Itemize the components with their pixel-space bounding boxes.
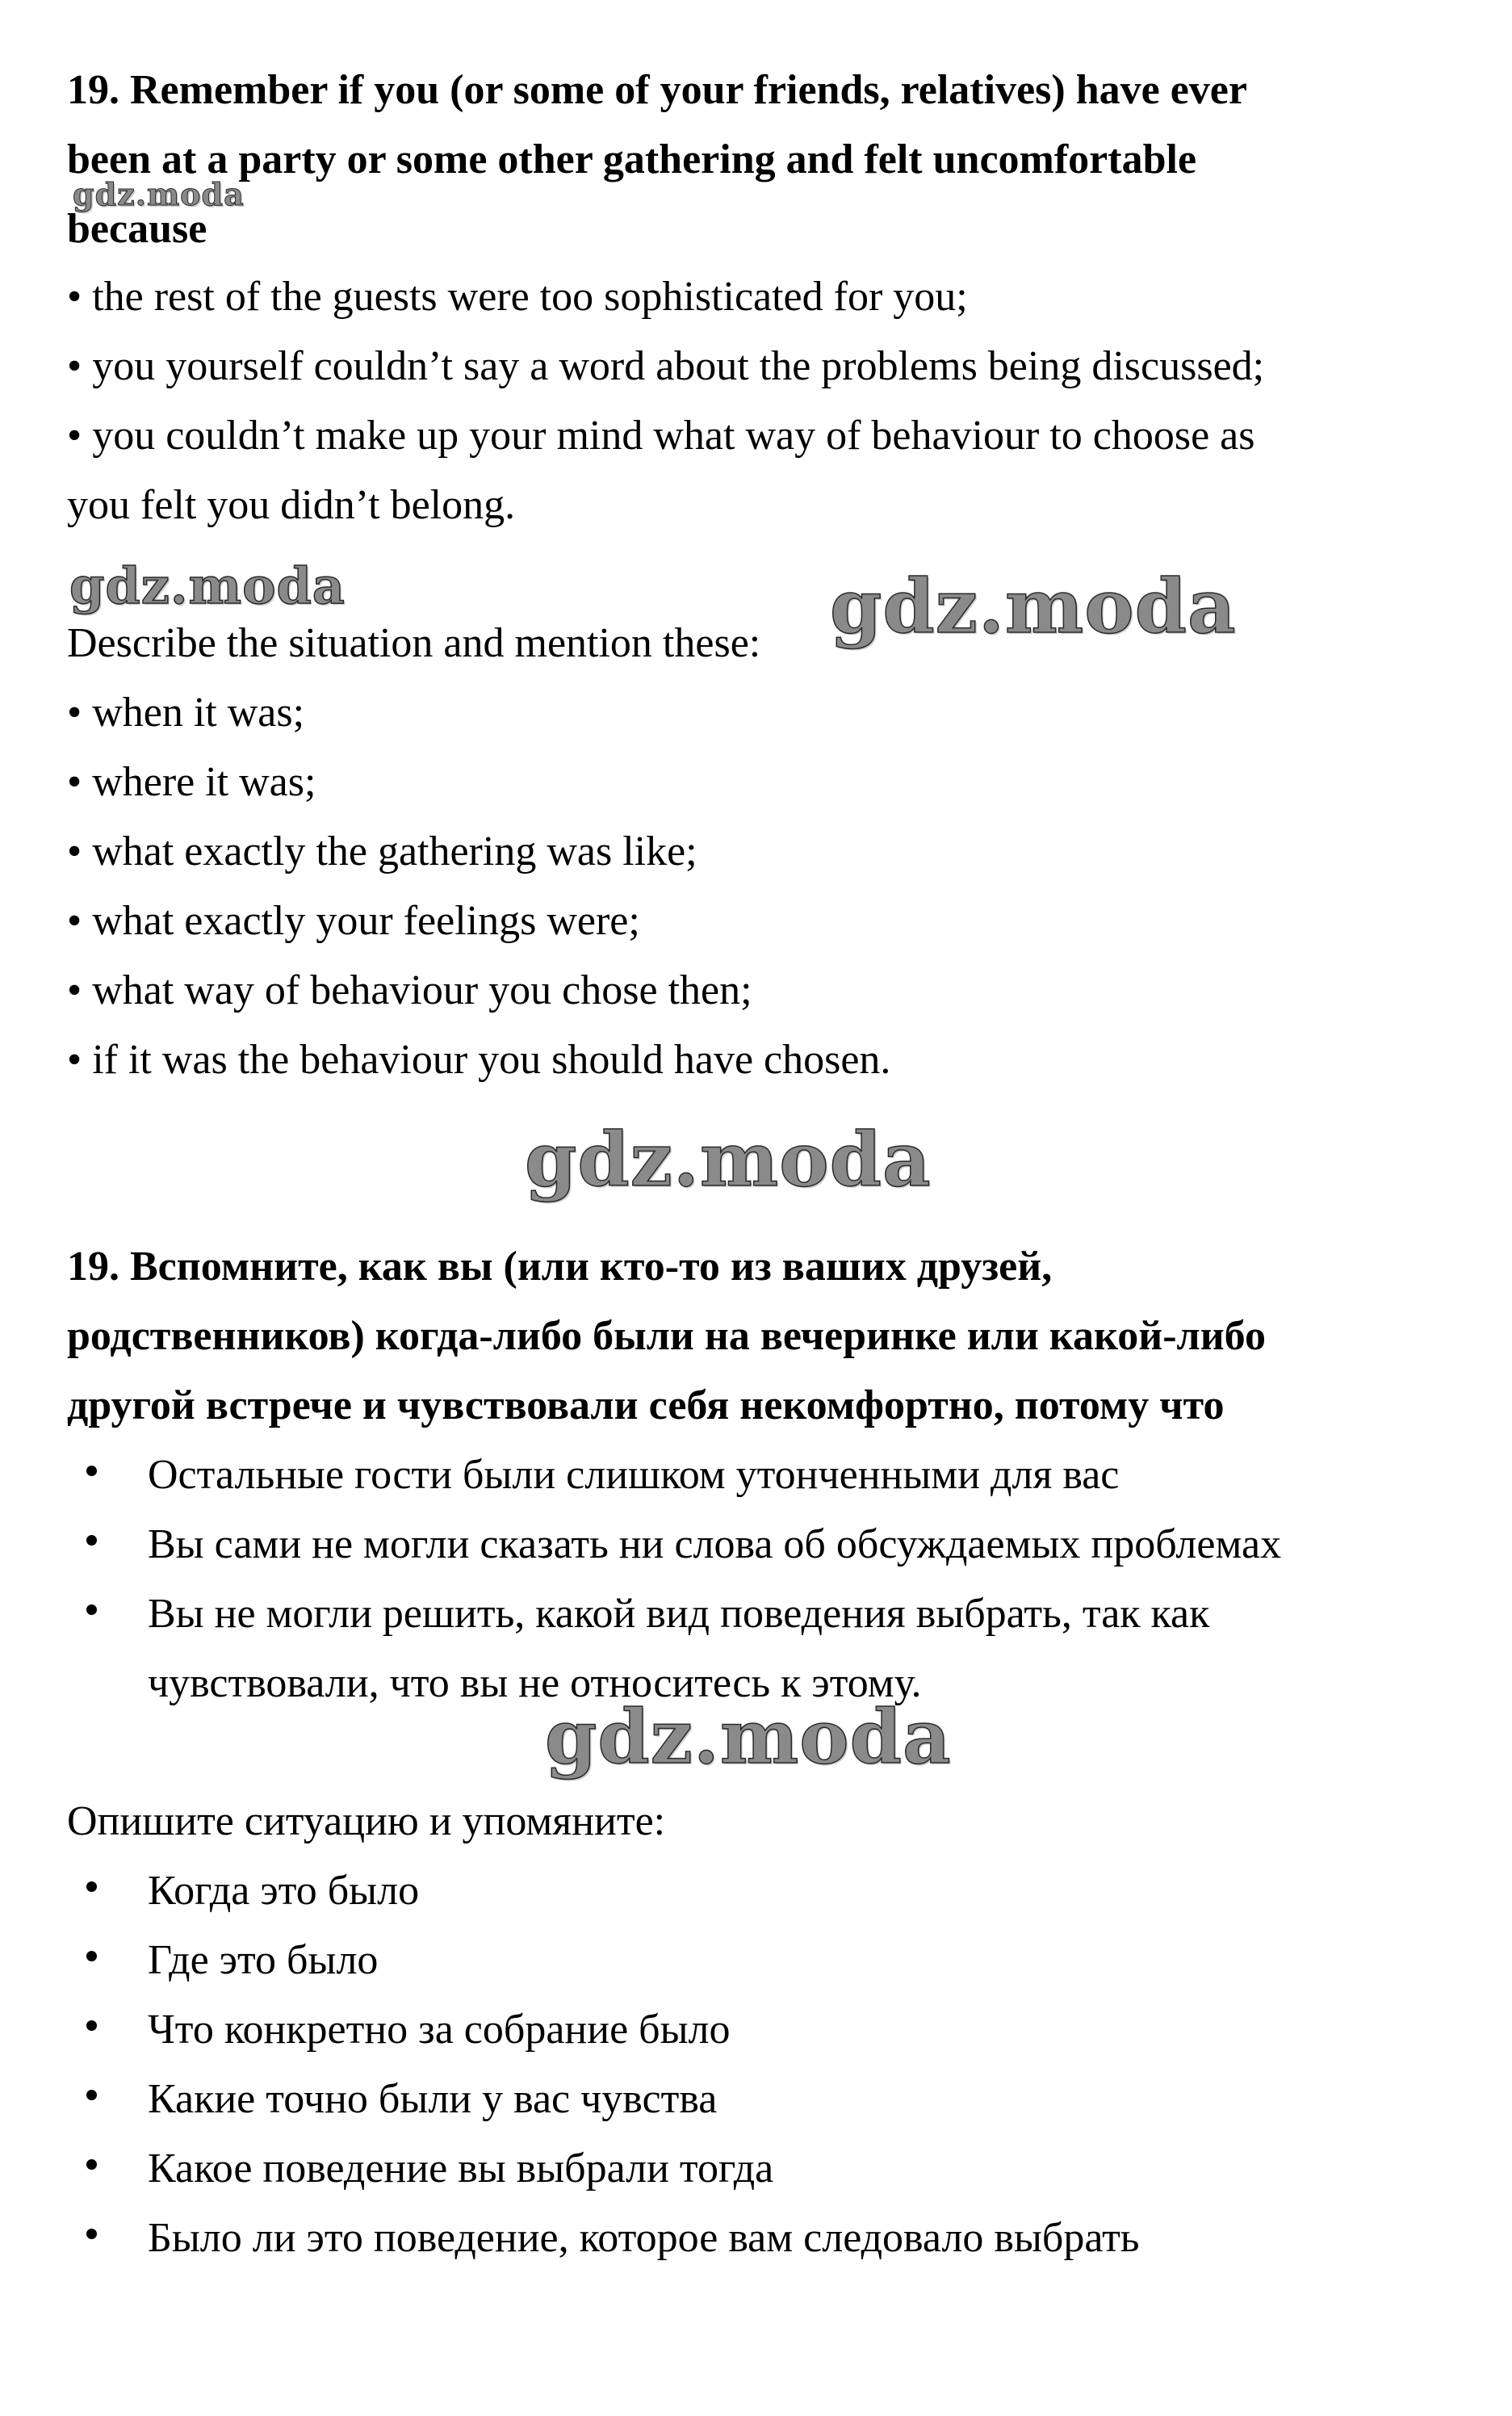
- bullet-dot-icon: [86, 1604, 97, 1615]
- en-bullet-2: • you yourself couldn’t say a word about the problems being discussed;: [67, 343, 1265, 389]
- ru-heading-line-3: другой встрече и чувствовали себя некомфортно, потому что: [67, 1382, 1225, 1428]
- ru-mention-text: Было ли это поведение, которое вам следовало выбрать: [148, 2215, 1140, 2261]
- ru-mention-text: Когда это было: [148, 1868, 420, 1914]
- en-bullet-3: • you couldn’t make up your mind what way of behaviour to choose as: [67, 413, 1255, 459]
- bullet-dot-icon: [86, 1535, 97, 1546]
- en-bullet-continuation: you felt you didn’t belong.: [67, 482, 516, 528]
- bullet-dot-icon: [86, 1951, 97, 1961]
- bullet-dot-icon: [86, 2229, 97, 2239]
- ru-mention-text: Какое поведение вы выбрали тогда: [148, 2145, 774, 2192]
- ru-describe-prompt: Опишите ситуацию и упомяните:: [67, 1798, 666, 1844]
- en-mention-item-1: • when it was;: [67, 690, 305, 736]
- bullet-dot-icon: [86, 2159, 97, 2170]
- watermark-center-2: gdz.moda: [545, 1693, 952, 1781]
- bullet-dot-icon: [86, 1466, 97, 1476]
- en-bullet-1: • the rest of the guests were too sophisticated for you;: [67, 274, 968, 320]
- watermark-medium-left: gdz.moda: [69, 556, 346, 615]
- watermark-center-1: gdz.moda: [525, 1116, 932, 1203]
- watermark-small-top: gdz.moda: [73, 176, 245, 212]
- bullet-dot-icon: [86, 2090, 97, 2100]
- ru-mention-text: Какие точно были у вас чувства: [148, 2076, 718, 2122]
- en-mention-item-3: • what exactly the gathering was like;: [67, 828, 697, 875]
- en-mention-item-5: • what way of behaviour you chose then;: [67, 967, 752, 1013]
- en-heading-line-3: because: [67, 206, 207, 252]
- en-mention-item-6: • if it was the behaviour you should have chosen.: [67, 1037, 891, 1083]
- ru-bullet-text: Вы не могли решить, какой вид поведения выбрать, так как: [148, 1591, 1210, 1637]
- ru-mention-text: Что конкретно за собрание было: [148, 2007, 731, 2053]
- ru-bullet-continuation: чувствовали, что вы не относитесь к этому.: [148, 1660, 922, 1706]
- en-heading-line-2: been at a party or some other gathering and felt uncomfortable: [67, 136, 1197, 182]
- en-heading-line-1: 19. Remember if you (or some of your friends, relatives) have ever: [67, 67, 1247, 113]
- ru-bullet-text: Вы сами не могли сказать ни слова об обсуждаемых проблемах: [148, 1521, 1282, 1567]
- ru-bullet-text: Остальные гости были слишком утонченными для вас: [148, 1452, 1120, 1498]
- bullet-dot-icon: [86, 1881, 97, 1892]
- ru-mention-text: Где это было: [148, 1937, 379, 1983]
- en-mention-item-4: • what exactly your feelings were;: [67, 898, 640, 944]
- en-describe-prompt: Describe the situation and mention these:: [67, 620, 761, 666]
- ru-heading-line-1: 19. Вспомните, как вы (или кто-то из ваших друзей,: [67, 1244, 1053, 1290]
- en-mention-item-2: • where it was;: [67, 759, 316, 805]
- ru-heading-line-2: родственников) когда-либо были на вечеринке или какой-либо: [67, 1313, 1266, 1359]
- watermark-large-inline: gdz.moda: [830, 563, 1237, 650]
- bullet-dot-icon: [86, 2020, 97, 2031]
